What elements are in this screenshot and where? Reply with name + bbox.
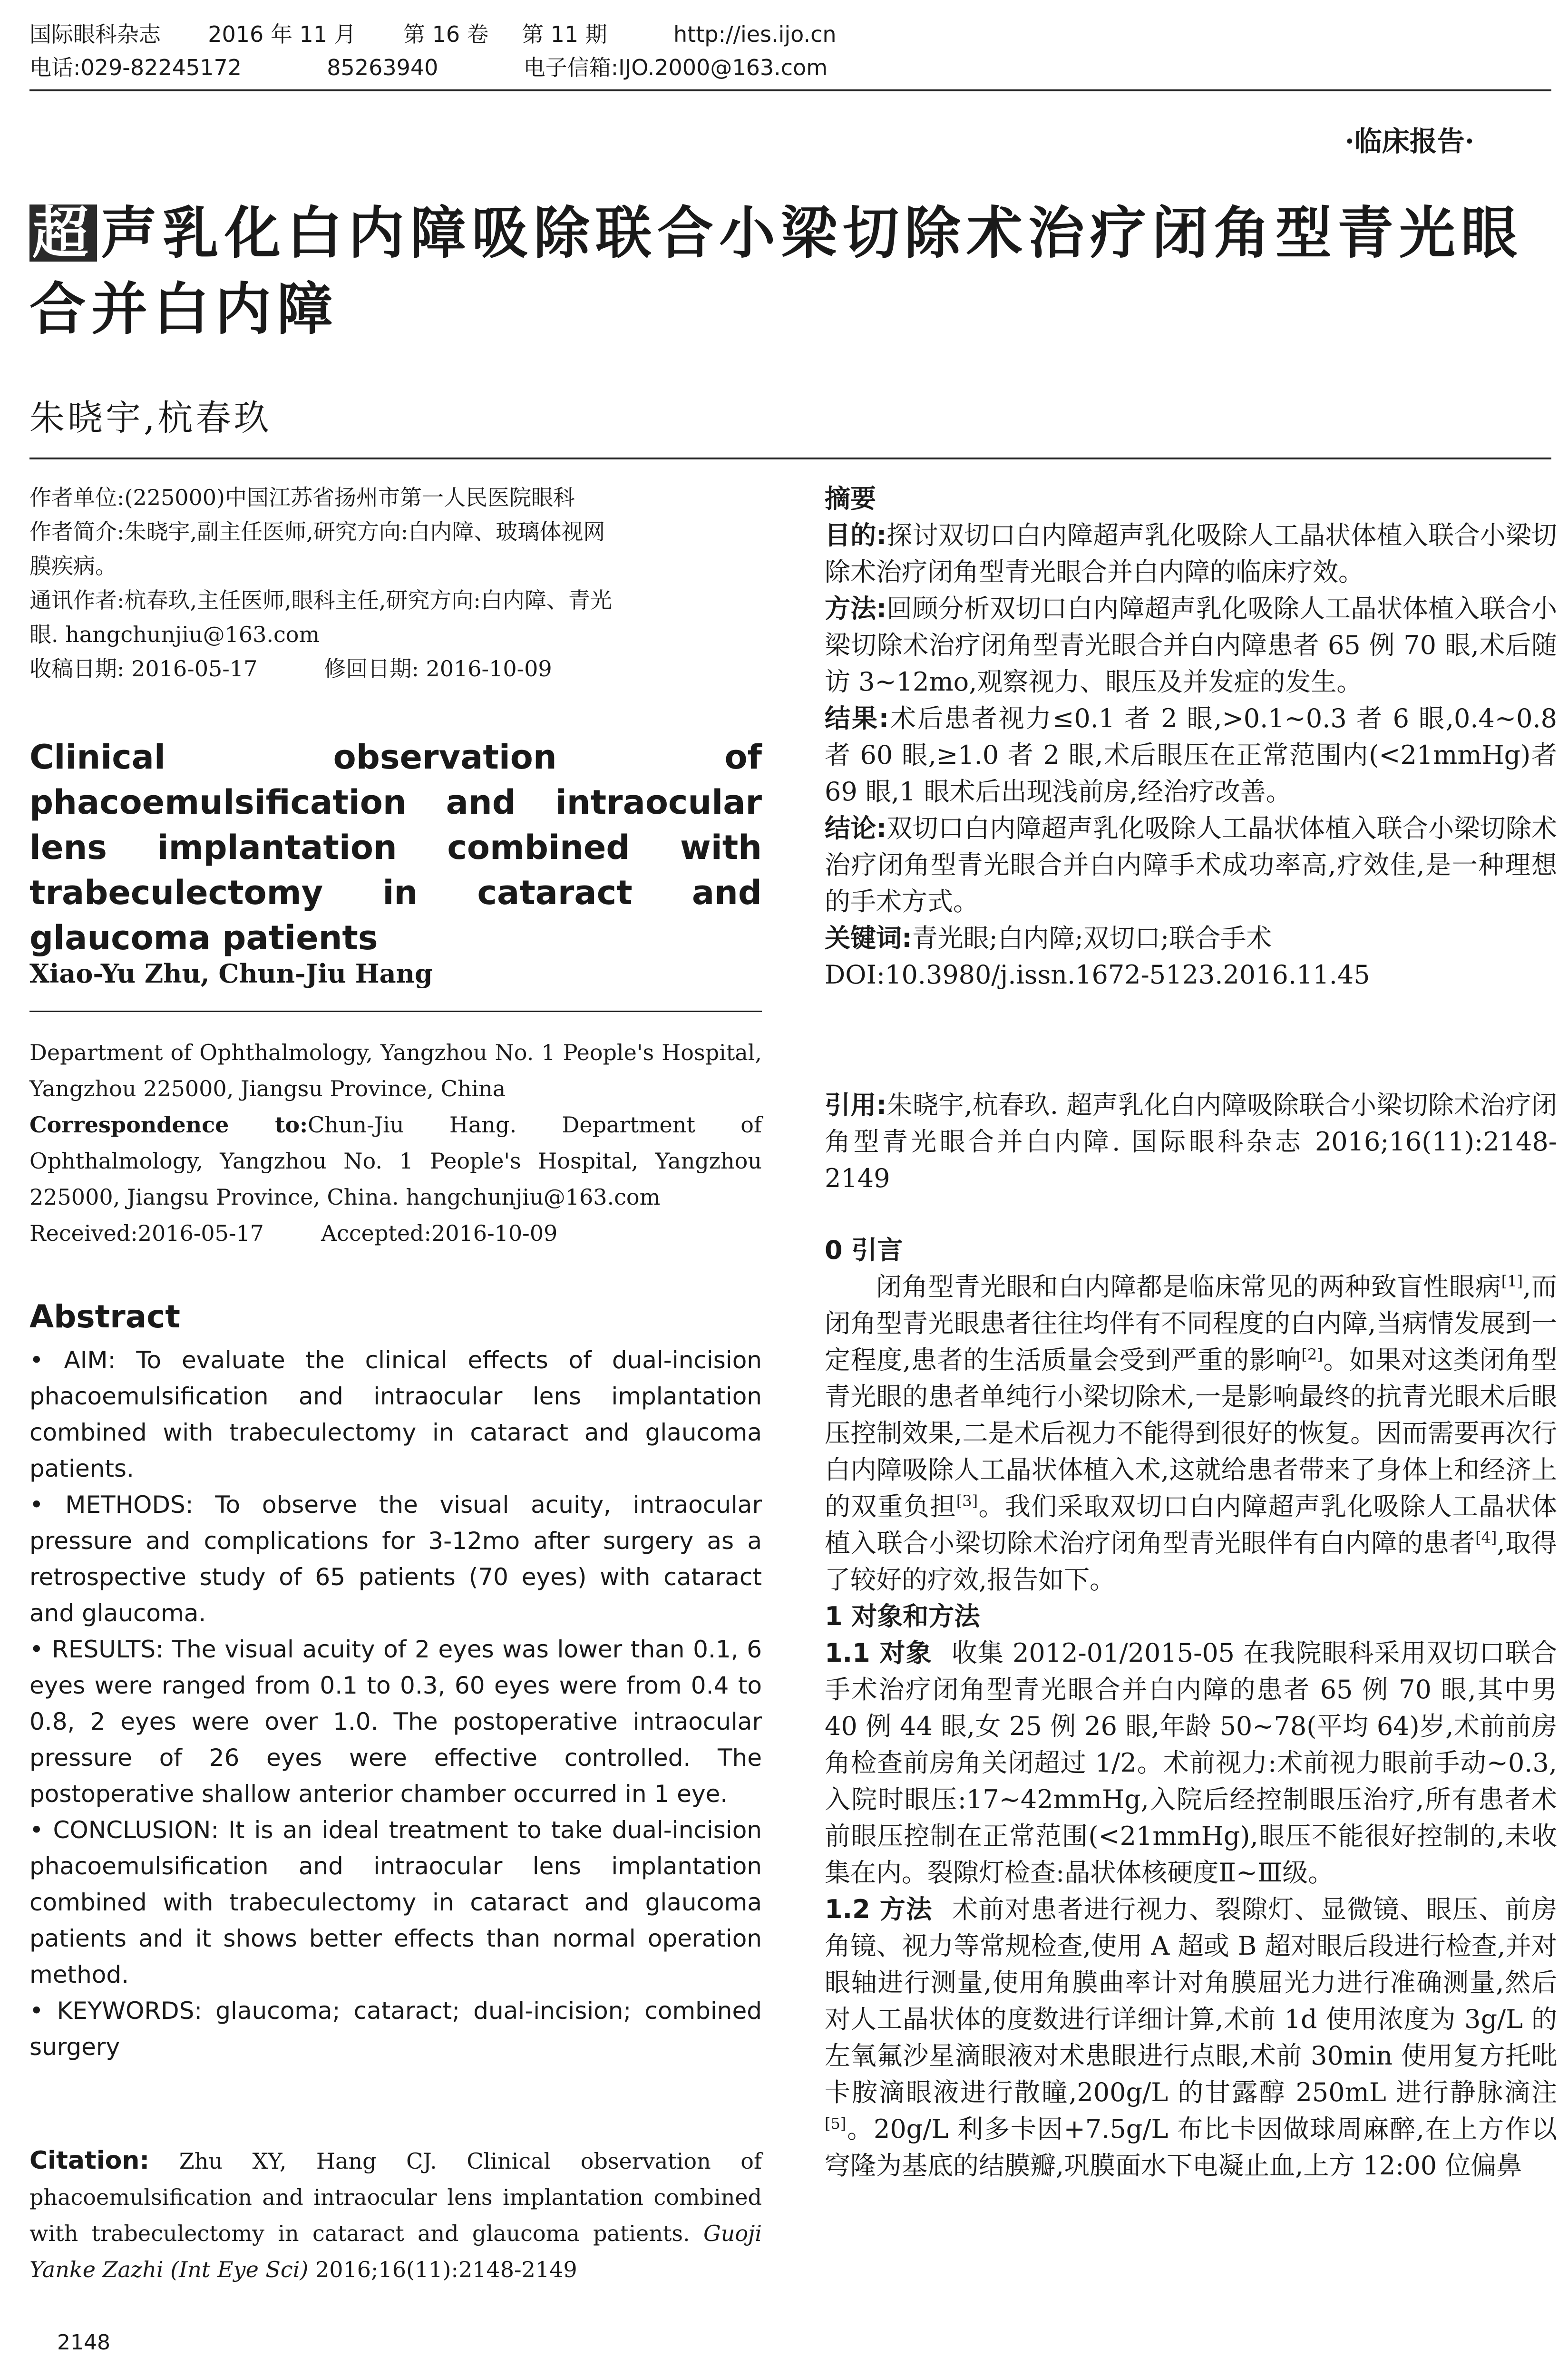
article-title-en: Clinical observation of phacoemulsification and intraocular lens implantation combined with trabeculectomy in cataract and glaucoma patients	[29, 738, 762, 957]
methods-text-zh: 回顾分析双切口白内障超声乳化吸除人工晶状体植入联合小梁切除术治疗闭角型青光眼合并白内障患者 65 例 70 眼,术后随访 3~12mo,观察视力、眼压及并发症的发生。	[825, 594, 1557, 697]
affiliation-dept: Department of Ophthalmology, Yangzhou No. 1 People's Hospital, Yangzhou 225000, Jiangsu Province, China	[29, 1040, 762, 1101]
keywords-label-zh: 关键词:	[825, 923, 912, 953]
section-tag: ·临床报告·	[1344, 125, 1474, 157]
author-unit: 作者单位:(225000)中国江苏省扬州市第一人民医院眼科	[29, 485, 575, 510]
keywords-text-zh: 青光眼;白内障;双切口;联合手术	[912, 923, 1272, 953]
abstract-zh	[825, 480, 1557, 993]
abstract-aim: • AIM: To evaluate the clinical effects of dual-incision phacoemulsification and intraocular lens implantation combined with trabeculectomy in cataract and glaucoma patients.	[29, 1346, 762, 1482]
ref-1: [1]	[1501, 1272, 1523, 1290]
intro-text-3: 。如果对这类闭角型青光眼的患者单纯行小梁切除术,一是影响最终的抗青光眼术后眼压控制效果,二是术后视力不能得到很好的恢复。因而需要再次行白内障吸除人工晶状体植入术,这就给患者带来了身体上和经济上的双重负担	[825, 1345, 1558, 1521]
intro-text-1: 闭角型青光眼和白内障都是临床常见的两种致盲性眼病	[876, 1272, 1501, 1302]
intro-text-5: ,取得了较好的疗效,报告如下。	[825, 1528, 1558, 1595]
citation-zh	[825, 1087, 1557, 1197]
corresponding-1: 通讯作者:杭春玖,主任医师,眼科主任,研究方向:白内障、青光	[29, 587, 612, 613]
corresponding-2: 眼. hangchunjiu@163.com	[29, 622, 320, 647]
correspondence-label: Correspondence to:	[29, 1112, 308, 1138]
author-bio-2: 膜疾病。	[29, 553, 117, 579]
journal-url: http://ies.ijo.cn	[673, 21, 837, 47]
doi: DOI:10.3980/j.issn.1672-5123.2016.11.45	[825, 960, 1370, 990]
abstract-en	[29, 1342, 762, 2065]
aim-text-zh: 探讨双切口白内障超声乳化吸除人工晶状体植入联合小梁切除术治疗闭角型青光眼合并白内障的临床疗效。	[825, 520, 1557, 587]
section-1-2-label: 1.2 方法	[825, 1894, 933, 1924]
citation-label-en: Citation:	[29, 2146, 150, 2175]
authors-en: Xiao-Yu Zhu, Chun-Jiu Hang	[29, 958, 433, 989]
results-text-zh: 术后患者视力≤0.1 者 2 眼,>0.1~0.3 者 6 眼,0.4~0.8 者 60 眼,≥1.0 者 2 眼,术后眼压在正常范围内(<21mmHg)者 69 眼,1 眼术后出现浅前房,经治疗改善。	[825, 703, 1557, 807]
citation-text-zh: 朱晓宇,杭春玖. 超声乳化白内障吸除联合小梁切除术治疗闭角型青光眼合并白内障. 国际眼科杂志 2016;16(11):2148-2149	[825, 1090, 1557, 1193]
citation-tail-en: 2016;16(11):2148-2149	[315, 2257, 577, 2282]
article-title-zh	[29, 195, 1561, 347]
abstract-results: • RESULTS: The visual acuity of 2 eyes was lower than 0.1, 6 eyes were ranged from 0.1 to 0.3, 60 eyes were from 0.4 to 0.8, 2 eyes were over 1.0. The postoperative intraocular pressure of 26 eyes were effective controlled. The postoperative shallow anterior chamber occurred in 1 eye.	[29, 1636, 762, 1808]
received-date-zh: 收稿日期: 2016-05-17	[29, 656, 258, 682]
journal-header-line1	[29, 20, 837, 49]
author-info	[29, 480, 762, 686]
abstract-conclusion: • CONCLUSION: It is an ideal treatment to take dual-incision phacoemulsification and intraocular lens implantation combined with trabeculectomy in cataract and glaucoma patients and it shows better effects than normal operation method.	[29, 1816, 762, 1988]
revised-date-zh: 修回日期: 2016-10-09	[324, 656, 552, 682]
title-line2: 合并白内障	[29, 276, 339, 342]
affiliation-en	[29, 1034, 762, 1251]
issue-date: 2016 年 11 月	[208, 21, 356, 47]
section-1-1-text: 收集 2012-01/2015-05 在我院眼科采用双切口联合手术治疗闭角型青光眼合并白内障的患者 65 例 70 眼,其中男 40 例 44 眼,女 25 例 26 眼,年龄 50~78(平均 64)岁,术前前房角检查前房角关闭超过 1/2。术前视力:术前视力眼前手动~0.3,入院时眼压:17~42mmHg,入院后经控制眼压治疗,所有患者术前眼压控制在正常范围(<21mmHg),眼压不能很好控制的,未收集在内。裂隙灯检查:晶状体核硬度Ⅱ~Ⅲ级。	[825, 1638, 1557, 1888]
intro-paragraph	[825, 1268, 1557, 1598]
intro-heading: 0 引言	[825, 1235, 903, 1265]
section-1-2-text-a: 术前对患者进行视力、裂隙灯、显微镜、眼压、前房角镜、视力等常规检查,使用 A 超或 B 超对眼后段进行检查,并对眼轴进行测量,使用角膜曲率计对角膜屈光力进行准确测量,然后对人工晶状体的度数进行详细计算,术前 1d 使用浓度为 3g/L 的左氧氟沙星滴眼液对术患眼进行点眼,术前 30min 使用复方托吡卡胺滴眼液进行散瞳,200g/L 的甘露醇 250mL 进行静脉滴注	[825, 1894, 1557, 2107]
citation-en	[29, 2143, 762, 2288]
journal-phone2: 85263940	[327, 55, 438, 80]
title-first-char: 超	[29, 205, 97, 262]
journal-header-line2	[29, 53, 828, 82]
accepted-date-en: Accepted:2016-10-09	[321, 1220, 558, 1246]
results-label-zh: 结果:	[825, 703, 889, 733]
authors-en-rule	[29, 1011, 762, 1012]
section-1-1	[825, 1635, 1557, 1891]
ref-5: [5]	[825, 2114, 847, 2133]
conclusion-text-zh: 双切口白内障超声乳化吸除人工晶状体植入联合小梁切除术治疗闭角型青光眼合并白内障手术成功率高,疗效佳,是一种理想的手术方式。	[825, 813, 1557, 916]
correspondence-text: Chun-Jiu Hang. Department of Ophthalmology, Yangzhou No. 1 People's Hospital, Yangzhou 225000, Jiangsu Province, China. hangchunjiu@163.com	[29, 1112, 762, 1210]
issue: 第 11 期	[522, 21, 607, 47]
section-1-1-label: 1.1 对象	[825, 1638, 932, 1668]
abstract-heading-en: Abstract	[29, 1298, 180, 1335]
abstract-methods: • METHODS: To observe the visual acuity, intraocular pressure and complications for 3-12mo after surgery as a retrospective study of 65 patients (70 eyes) with cataract and glaucoma.	[29, 1491, 762, 1627]
citation-text-en: Zhu XY, Hang CJ. Clinical observation of phacoemulsification and intraocular lens implantation combined with trabeculectomy in cataract and glaucoma patients.	[29, 2148, 762, 2246]
methods-label-zh: 方法:	[825, 594, 887, 623]
body-zh	[825, 1232, 1557, 2184]
intro-text-4: 。我们采取双切口白内障超声乳化吸除人工晶状体植入联合小梁切除术治疗闭角型青光眼伴有白内障的患者	[825, 1491, 1558, 1558]
citation-journal-en: Guoji Yanke Zazhi (Int Eye Sci)	[29, 2221, 762, 2282]
aim-label-zh: 目的:	[825, 520, 887, 550]
header-rule	[29, 89, 1551, 91]
abstract-keywords: • KEYWORDS: glaucoma; cataract; dual-incision; combined surgery	[29, 1997, 762, 2061]
page-number: 2148	[57, 2330, 110, 2355]
intro-text-2: ,而闭角型青光眼患者往往均伴有不同程度的白内障,当病情发展到一定程度,患者的生活质量会受到严重的影响	[825, 1272, 1557, 1375]
authors-zh: 朱晓宇,杭春玖	[29, 398, 272, 438]
ref-3: [3]	[956, 1492, 978, 1510]
conclusion-label-zh: 结论:	[825, 813, 887, 843]
volume: 第 16 卷	[403, 21, 489, 47]
ref-4: [4]	[1475, 1529, 1497, 1547]
received-date-en: Received:2016-05-17	[29, 1220, 264, 1246]
section-1-2	[825, 1891, 1557, 2184]
title-line1: 声乳化白内障吸除联合小梁切除术治疗闭角型青光眼	[101, 200, 1523, 266]
abstract-heading-zh: 摘要	[825, 484, 876, 514]
ref-2: [2]	[1301, 1345, 1323, 1364]
author-bio-1: 作者简介:朱晓宇,副主任医师,研究方向:白内障、玻璃体视网	[29, 519, 605, 545]
citation-label-zh: 引用:	[825, 1090, 887, 1120]
title-rule	[29, 458, 1551, 459]
journal-phone: 电话:029-82245172	[29, 55, 242, 80]
journal-email: 电子信箱:IJO.2000@163.com	[523, 55, 828, 80]
journal-name: 国际眼科杂志	[29, 21, 161, 47]
methods-heading: 1 对象和方法	[825, 1601, 980, 1631]
section-1-2-text-b: 。20g/L 利多卡因+7.5g/L 布比卡因做球周麻醉,在上方作以穹隆为基底的结膜瓣,巩膜面水下电凝止血,上方 12:00 位偏鼻	[825, 2114, 1557, 2181]
